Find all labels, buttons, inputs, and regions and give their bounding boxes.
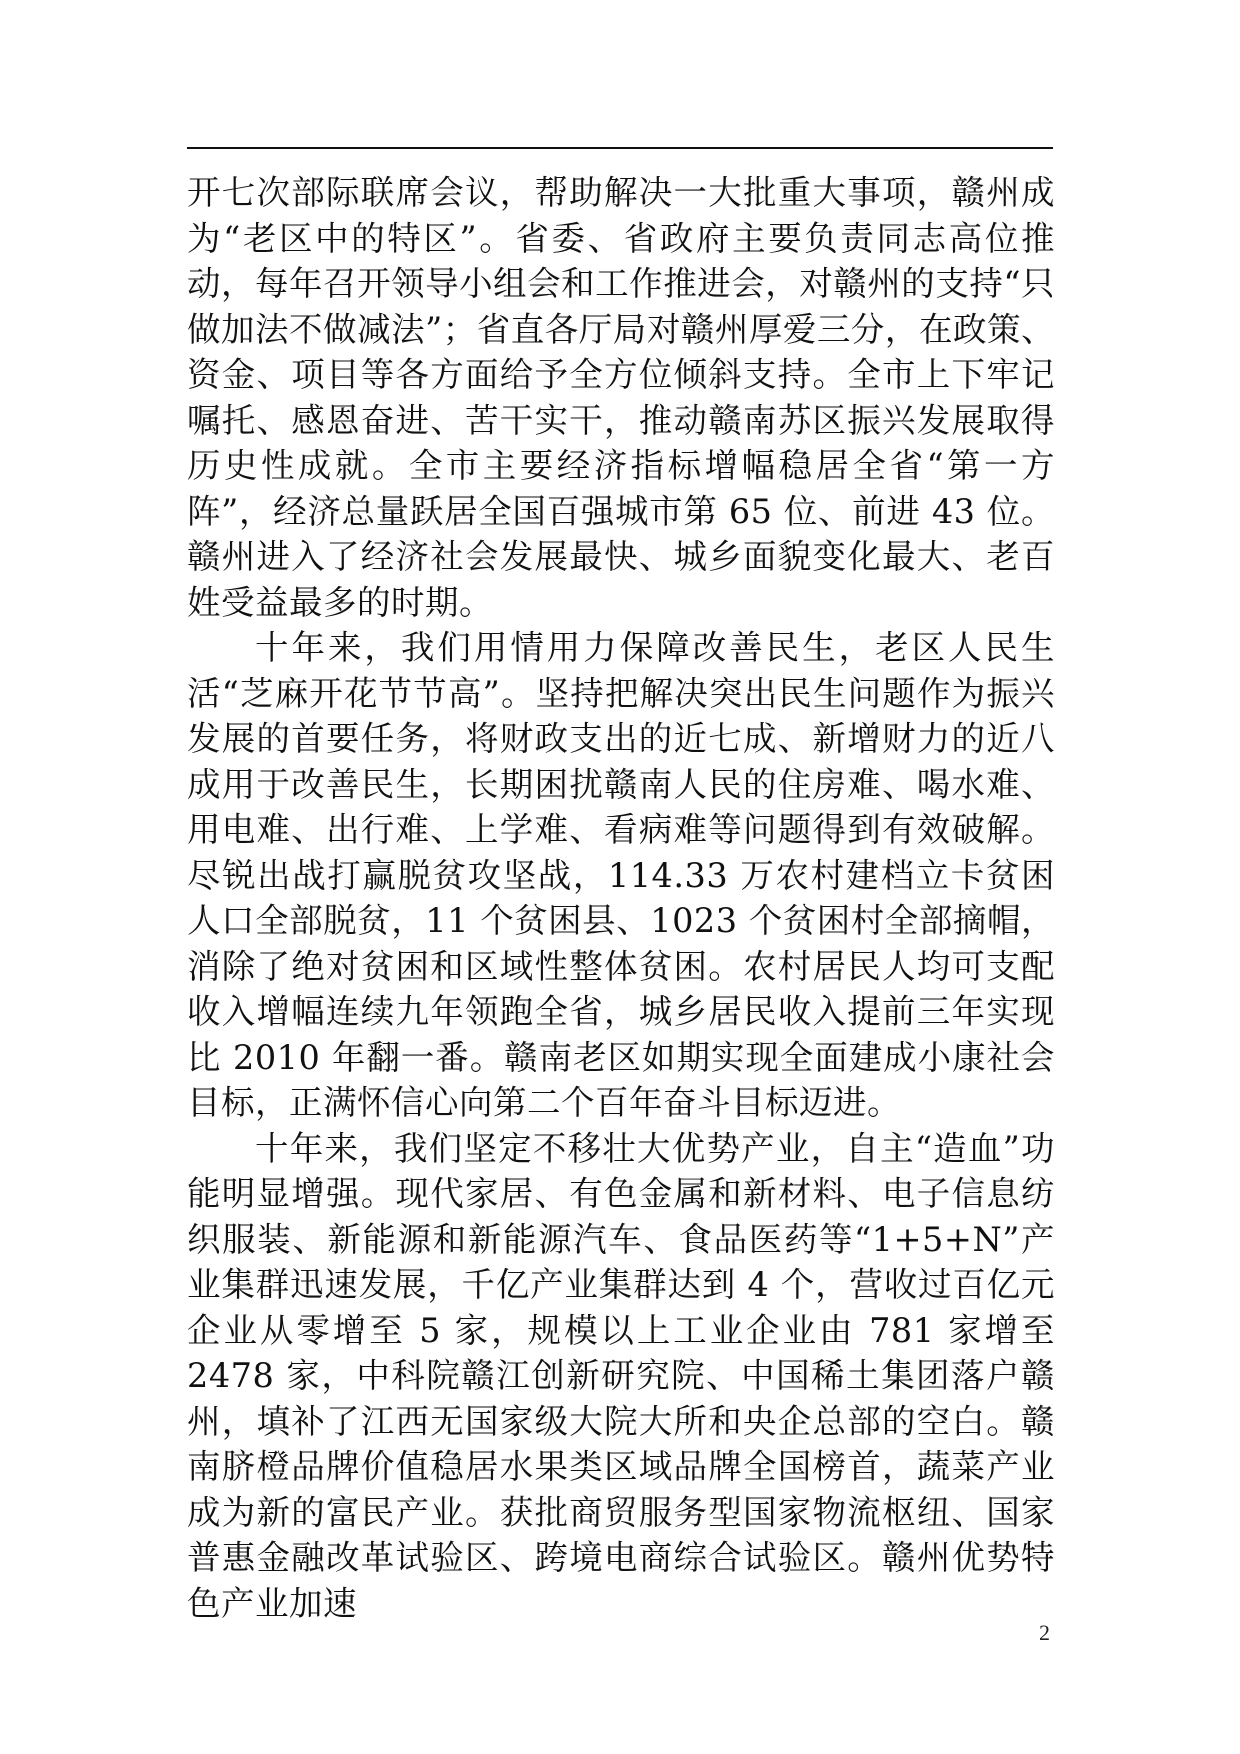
document-body <box>187 170 1055 1626</box>
paragraph-industry: 十年来，我们坚定不移壮大优势产业，自主“造血”功能明显增强。现代家居、有色金属和新材料、电子信息纺织服装、新能源和新能源汽车、食品医药等“1+5+N”产业集群迅速发展，千亿产业集群达到 4 个，营收过百亿元企业从零增至 5 家，规模以上工业企业由 781 家增至 2478 家，中科院赣江创新研究院、中国稀土集团落户赣州，填补了江西无国家级大院大所和央企总部的空白。赣南脐橙品牌价值稳居水果类区域品牌全国榜首，蔬菜产业成为新的富民产业。获批商贸服务型国家物流枢纽、国家普惠金融改革试验区、跨境电商综合试验区。赣州优势特色产业加速 <box>187 1128 1055 1623</box>
paragraph-continued: 开七次部际联席会议，帮助解决一大批重大事项，赣州成为“老区中的特区”。省委、省政府主要负责同志高位推动，每年召开领导小组会和工作推进会，对赣州的支持“只做加法不做减法”；省直各厅局对赣州厚爱三分，在政策、资金、项目等各方面给予全方位倾斜支持。全市上下牢记嘱托、感恩奋进、苦干实干，推动赣南苏区振兴发展取得历史性成就。全市主要经济指标增幅稳居全省“第一方阵”，经济总量跃居全国百强城市第 65 位、前进 43 位。赣州进入了经济社会发展最快、城乡面貌变化最大、老百姓受益最多的时期。 <box>187 173 1055 622</box>
header-rule <box>187 147 1053 149</box>
page-number: 2 <box>1039 1620 1050 1645</box>
paragraph-livelihood: 十年来，我们用情用力保障改善民生，老区人民生活“芝麻开花节节高”。坚持把解决突出民生问题作为振兴发展的首要任务，将财政支出的近七成、新增财力的近八成用于改善民生，长期困扰赣南人民的住房难、喝水难、用电难、出行难、上学难、看病难等问题得到有效破解。尽锐出战打赢脱贫攻坚战，114.33 万农村建档立卡贫困人口全部脱贫，11 个贫困县、1023 个贫困村全部摘帽，消除了绝对贫困和区域性整体贫困。农村居民人均可支配收入增幅连续九年领跑全省，城乡居民收入提前三年实现比 2010 年翻一番。赣南老区如期实现全面建成小康社会目标，正满怀信心向第二个百年奋斗目标迈进。 <box>187 628 1055 1122</box>
